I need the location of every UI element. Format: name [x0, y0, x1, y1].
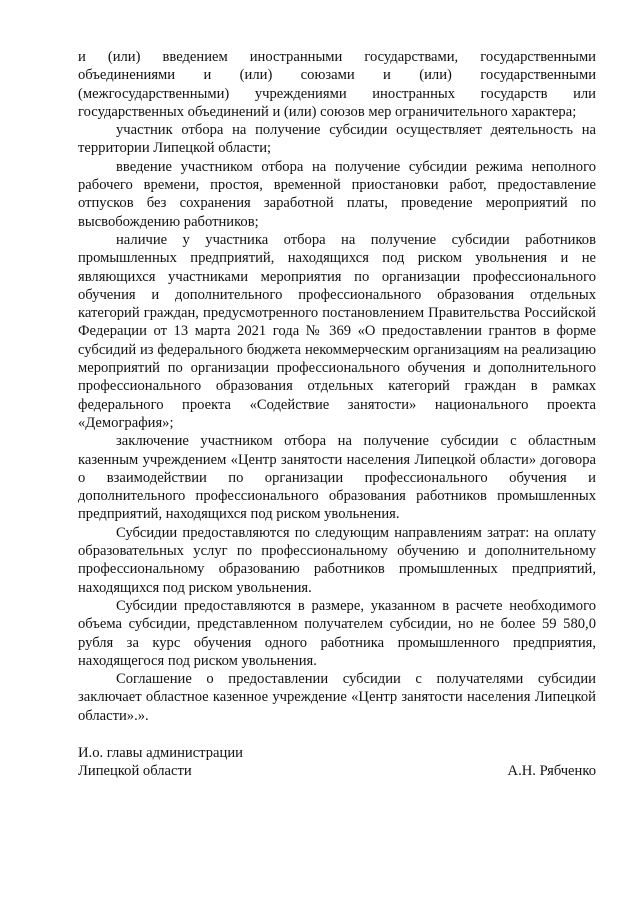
signatory-name: А.Н. Рябченко	[507, 763, 596, 780]
signature-block	[78, 744, 596, 781]
signatory-position-line2: Липецкой области	[78, 763, 192, 780]
paragraph-employment-center-agreement: заключение участником отбора на получение субсидии с областным казенным учреждением «Центр занятости населения Липецкой области» договора о взаимодействии по организации профессионального обучения и дополнительного профессионального образования работников промышленных предприятий, находящихся под риском увольнения.	[78, 433, 596, 523]
paragraph-cost-directions: Субсидии предоставляются по следующим направлениям затрат: на оплату образовательных услуг по профессиональному обучению и дополнительному профессиональному образованию работников промышленных предприятий, находящихся под риском увольнения.	[78, 524, 596, 596]
paragraph-continuation: и (или) введением иностранными государствами, государственными объединениями и (или) союзами и (или) государственными (межгосударственными) учреждениями иностранных государств или государственных объединений и (или) союзов мер ограничительного характера;	[78, 49, 596, 120]
paragraph-agreement-conclusion: Соглашение о предоставлении субсидии с получателями субсидии заключает областное казенное учреждение «Центр занятости населения Липецкой области».».	[78, 671, 596, 724]
paragraph-territory: участник отбора на получение субсидии осуществляет деятельность на территории Липецкой области;	[78, 122, 596, 157]
signature-row	[78, 762, 596, 780]
paragraph-part-time-regime: введение участником отбора на получение субсидии режима неполного рабочего времени, простоя, временной приостановки работ, предоставление отпусков без сохранения заработной платы, проведение мероприятий по высвобождению работников;	[78, 158, 596, 230]
paragraph-subsidy-amount: Субсидии предоставляются в размере, указанном в расчете необходимого объема субсидии, представленном получателем субсидии, но не более 59 580,0 рубля за курс обучения одного работника промышленного предприятия, находящегося под риском увольнения.	[78, 597, 596, 669]
signatory-position-line1: И.о. главы администрации	[78, 745, 243, 761]
paragraph-workers-at-risk: наличие у участника отбора на получение субсидии работников промышленных предприятий, находящихся под риском увольнения и не являющихся участниками мероприятия по организации профессионального обучения и дополнительного профессионального образования отдельных категорий граждан, предусмотренного постановлением Правительства Российской Федерации от 13 марта 2021 года № 369 «О предоставлении грантов в форме субсидий из федерального бюджета некоммерческим организациям на реализацию мероприятий по организации профессионального обучения и дополнительного профессионального образования отдельных категорий граждан в рамках федерального проекта «Содействие занятости» национального проекта «Демография»;	[78, 231, 596, 431]
